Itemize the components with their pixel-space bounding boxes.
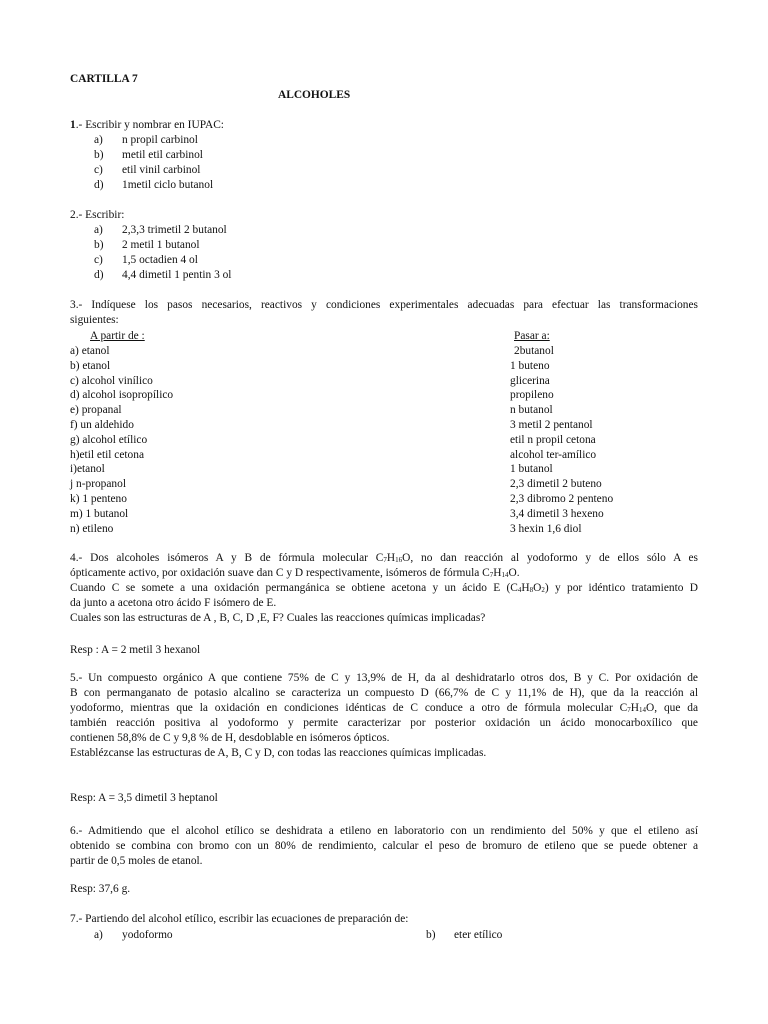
- q6-answer: Resp: 37,6 g.: [70, 883, 131, 895]
- table-row: [70, 492, 700, 507]
- q3-paragraph: [70, 298, 698, 328]
- from-cell: d) alcohol isopropílico: [70, 389, 174, 402]
- q4-answer: Resp : A = 2 metil 3 hexanol: [70, 644, 201, 656]
- list-text: n propil carbinol: [122, 134, 198, 146]
- to-cell: 3 hexin 1,6 diol: [510, 522, 582, 535]
- table-row: [70, 418, 700, 433]
- q1-intro: [70, 118, 224, 133]
- to-cell: 3 metil 2 pentanol: [510, 418, 593, 431]
- list-text: 4,4 dimetil 1 pentin 3 ol: [122, 269, 232, 281]
- from-cell: m) 1 butanol: [70, 507, 129, 520]
- q4-text: O.: [508, 567, 520, 579]
- q1-text: .- Escribir y nombrar en IUPAC:: [75, 119, 224, 131]
- list-text: 1,5 octadien 4 ol: [122, 254, 198, 266]
- to-cell: 2butanol: [514, 345, 554, 357]
- q4-line: [70, 581, 698, 596]
- cartilla-label: CARTILLA 7: [70, 73, 138, 85]
- subscript: 7: [489, 571, 494, 579]
- to-cell: glicerina: [510, 374, 550, 387]
- q5-paragraph: [70, 671, 698, 761]
- q4-line: [70, 551, 698, 566]
- q3-line: 3.- Indíquese los pasos necesarios, reactivos y condiciones experimentales adecuadas para efectuar las transformaciones: [70, 299, 698, 311]
- subscript: 2: [541, 586, 545, 594]
- from-cell: j n-propanol: [70, 478, 126, 491]
- q2-intro: 2.- Escribir:: [70, 209, 125, 221]
- q4-text: ópticamente activo, por oxidación suave dan C y D respectivamente, isómeros de fórmula C: [70, 567, 490, 579]
- table-row: [70, 388, 700, 403]
- q5-line: Establézcanse las estructuras de A, B, C y D, con todas las reacciones químicas implicadas.: [70, 747, 487, 759]
- q5-line: contienen 58,8% de C y 9,8 % de H, desdoblable en isómeros ópticos.: [70, 732, 390, 744]
- table-row: [70, 433, 700, 448]
- q5-line: también reacción positiva al yodoformo y permite caracterizar por posterior oxidación un ácido monocarboxílico que: [70, 717, 698, 729]
- table-row: [70, 507, 700, 522]
- q4-line: Cuales son las estructuras de A , B, C, D ,E, F? Cuales las reacciones químicas implicadas?: [70, 612, 486, 624]
- table-row: [70, 359, 700, 374]
- q4-line: da junto a acetona otro ácido F isómero de E.: [70, 597, 277, 609]
- q7-item-b-text: eter etílico: [454, 929, 503, 941]
- list-text: 1metil ciclo butanol: [122, 179, 214, 191]
- q7-item-a-text: yodoformo: [122, 929, 173, 941]
- q4-text: 4.- Dos alcoholes isómeros A y B de fórmula molecular C: [70, 552, 384, 564]
- from-cell: i)etanol: [70, 463, 105, 476]
- to-cell: 2,3 dibromo 2 penteno: [510, 492, 614, 505]
- q5-line: B con permanganato de potasio alcalino se caracteriza un compuesto D (66,7% de C y 11,1% de H), que da la reacción al: [70, 687, 698, 699]
- list-text: metil etil carbinol: [122, 149, 203, 161]
- q7-item-a-letter: a): [94, 929, 103, 941]
- list-text: etil vinil carbinol: [122, 164, 201, 176]
- from-cell: n) etileno: [70, 522, 114, 535]
- subscript: 7: [383, 556, 387, 564]
- q4-text: ) y por idéntico tratamiento D: [544, 582, 698, 594]
- q4-text: O: [533, 582, 542, 594]
- list-letter: d): [94, 269, 104, 281]
- table-row: [70, 448, 700, 463]
- to-cell: 2,3 dimetil 2 buteno: [510, 478, 602, 491]
- to-cell: alcohol ter-amílico: [510, 448, 597, 461]
- list-text: 2 metil 1 butanol: [122, 239, 200, 251]
- from-cell: a) etanol: [70, 345, 110, 357]
- to-cell: 1 butanol: [510, 463, 553, 476]
- list-letter: b): [94, 149, 104, 161]
- q5-text: yodoformo, mientras que la oxidación en condiciones idénticas de C conduce a otro de fórmula molecular C: [70, 702, 628, 714]
- to-cell: 3,4 dimetil 3 hexeno: [510, 507, 604, 520]
- list-letter: c): [94, 164, 103, 176]
- table-row: [70, 462, 700, 477]
- q3-col-from-header: A partir de :: [90, 330, 145, 342]
- from-cell: b) etanol: [70, 359, 111, 372]
- q7-item-b-letter: b): [426, 929, 436, 941]
- list-letter: d): [94, 179, 104, 191]
- list-letter: a): [94, 224, 103, 236]
- to-cell: 1 buteno: [510, 359, 550, 372]
- list-text: 2,3,3 trimetil 2 butanol: [122, 224, 227, 236]
- to-cell: propileno: [510, 389, 554, 402]
- q6-line: partir de 0,5 moles de etanol.: [70, 855, 203, 867]
- table-row: [70, 374, 700, 389]
- q6-paragraph: [70, 824, 698, 869]
- from-cell: h)etil etil cetona: [70, 448, 145, 461]
- q3-col-to-header: Pasar a:: [514, 330, 550, 342]
- q4-paragraph: [70, 551, 698, 626]
- from-cell: g) alcohol etílico: [70, 433, 148, 446]
- q5-text: H: [630, 702, 640, 714]
- q3-line: siguientes:: [70, 314, 119, 326]
- table-row: [70, 403, 700, 418]
- q4-text: O, no dan reacción al yodoformo y de ellos sólo A es: [402, 552, 698, 564]
- q4-text: H: [386, 552, 396, 564]
- subscript: 14: [639, 706, 647, 714]
- subscript: 16: [395, 556, 403, 564]
- q7-intro: 7.- Partiendo del alcohol etílico, escribir las ecuaciones de preparación de:: [70, 913, 409, 925]
- list-letter: a): [94, 134, 103, 146]
- subscript: 7: [627, 706, 631, 714]
- q6-line: obtenido se combina con bromo con un 80% de rendimiento, calcular el peso de bromuro de etileno que se puede obtener a: [70, 840, 698, 852]
- q4-text: Cuando C se somete a una oxidación permangánica se obtiene acetona y un ácido E (C: [70, 582, 518, 594]
- page-title: ALCOHOLES: [278, 89, 351, 101]
- list-letter: c): [94, 254, 103, 266]
- q4-text: H: [521, 582, 530, 594]
- subscript: 14: [501, 571, 509, 579]
- q4-text: H: [493, 567, 502, 579]
- from-cell: e) propanal: [70, 404, 122, 417]
- table-row: [70, 522, 700, 537]
- q3-transformations-table: [70, 344, 700, 536]
- q1-number: 1: [70, 119, 76, 131]
- subscript: 8: [529, 586, 534, 594]
- list-letter: b): [94, 239, 104, 251]
- q6-line: 6.- Admitiendo que el alcohol etílico se deshidrata a etileno en laboratorio con un rendimiento del 50% y que el etileno así: [70, 825, 698, 837]
- q5-text: O, que da: [646, 702, 699, 714]
- from-cell: k) 1 penteno: [70, 492, 127, 505]
- q5-answer: Resp: A = 3,5 dimetil 3 heptanol: [70, 792, 218, 804]
- q5-line: 5.- Un compuesto orgánico A que contiene 75% de C y 13,9% de H, da al deshidratarlo otros dos, B y C. Por oxidación de: [70, 672, 698, 684]
- q4-line: [70, 566, 698, 581]
- from-cell: f) un aldehido: [70, 418, 134, 431]
- to-cell: etil n propil cetona: [510, 433, 596, 446]
- subscript: 4: [517, 586, 522, 594]
- from-cell: c) alcohol vinílico: [70, 374, 153, 387]
- q5-line: [70, 701, 698, 716]
- table-row: [70, 344, 700, 359]
- to-cell: n butanol: [510, 404, 553, 417]
- table-row: [70, 477, 700, 492]
